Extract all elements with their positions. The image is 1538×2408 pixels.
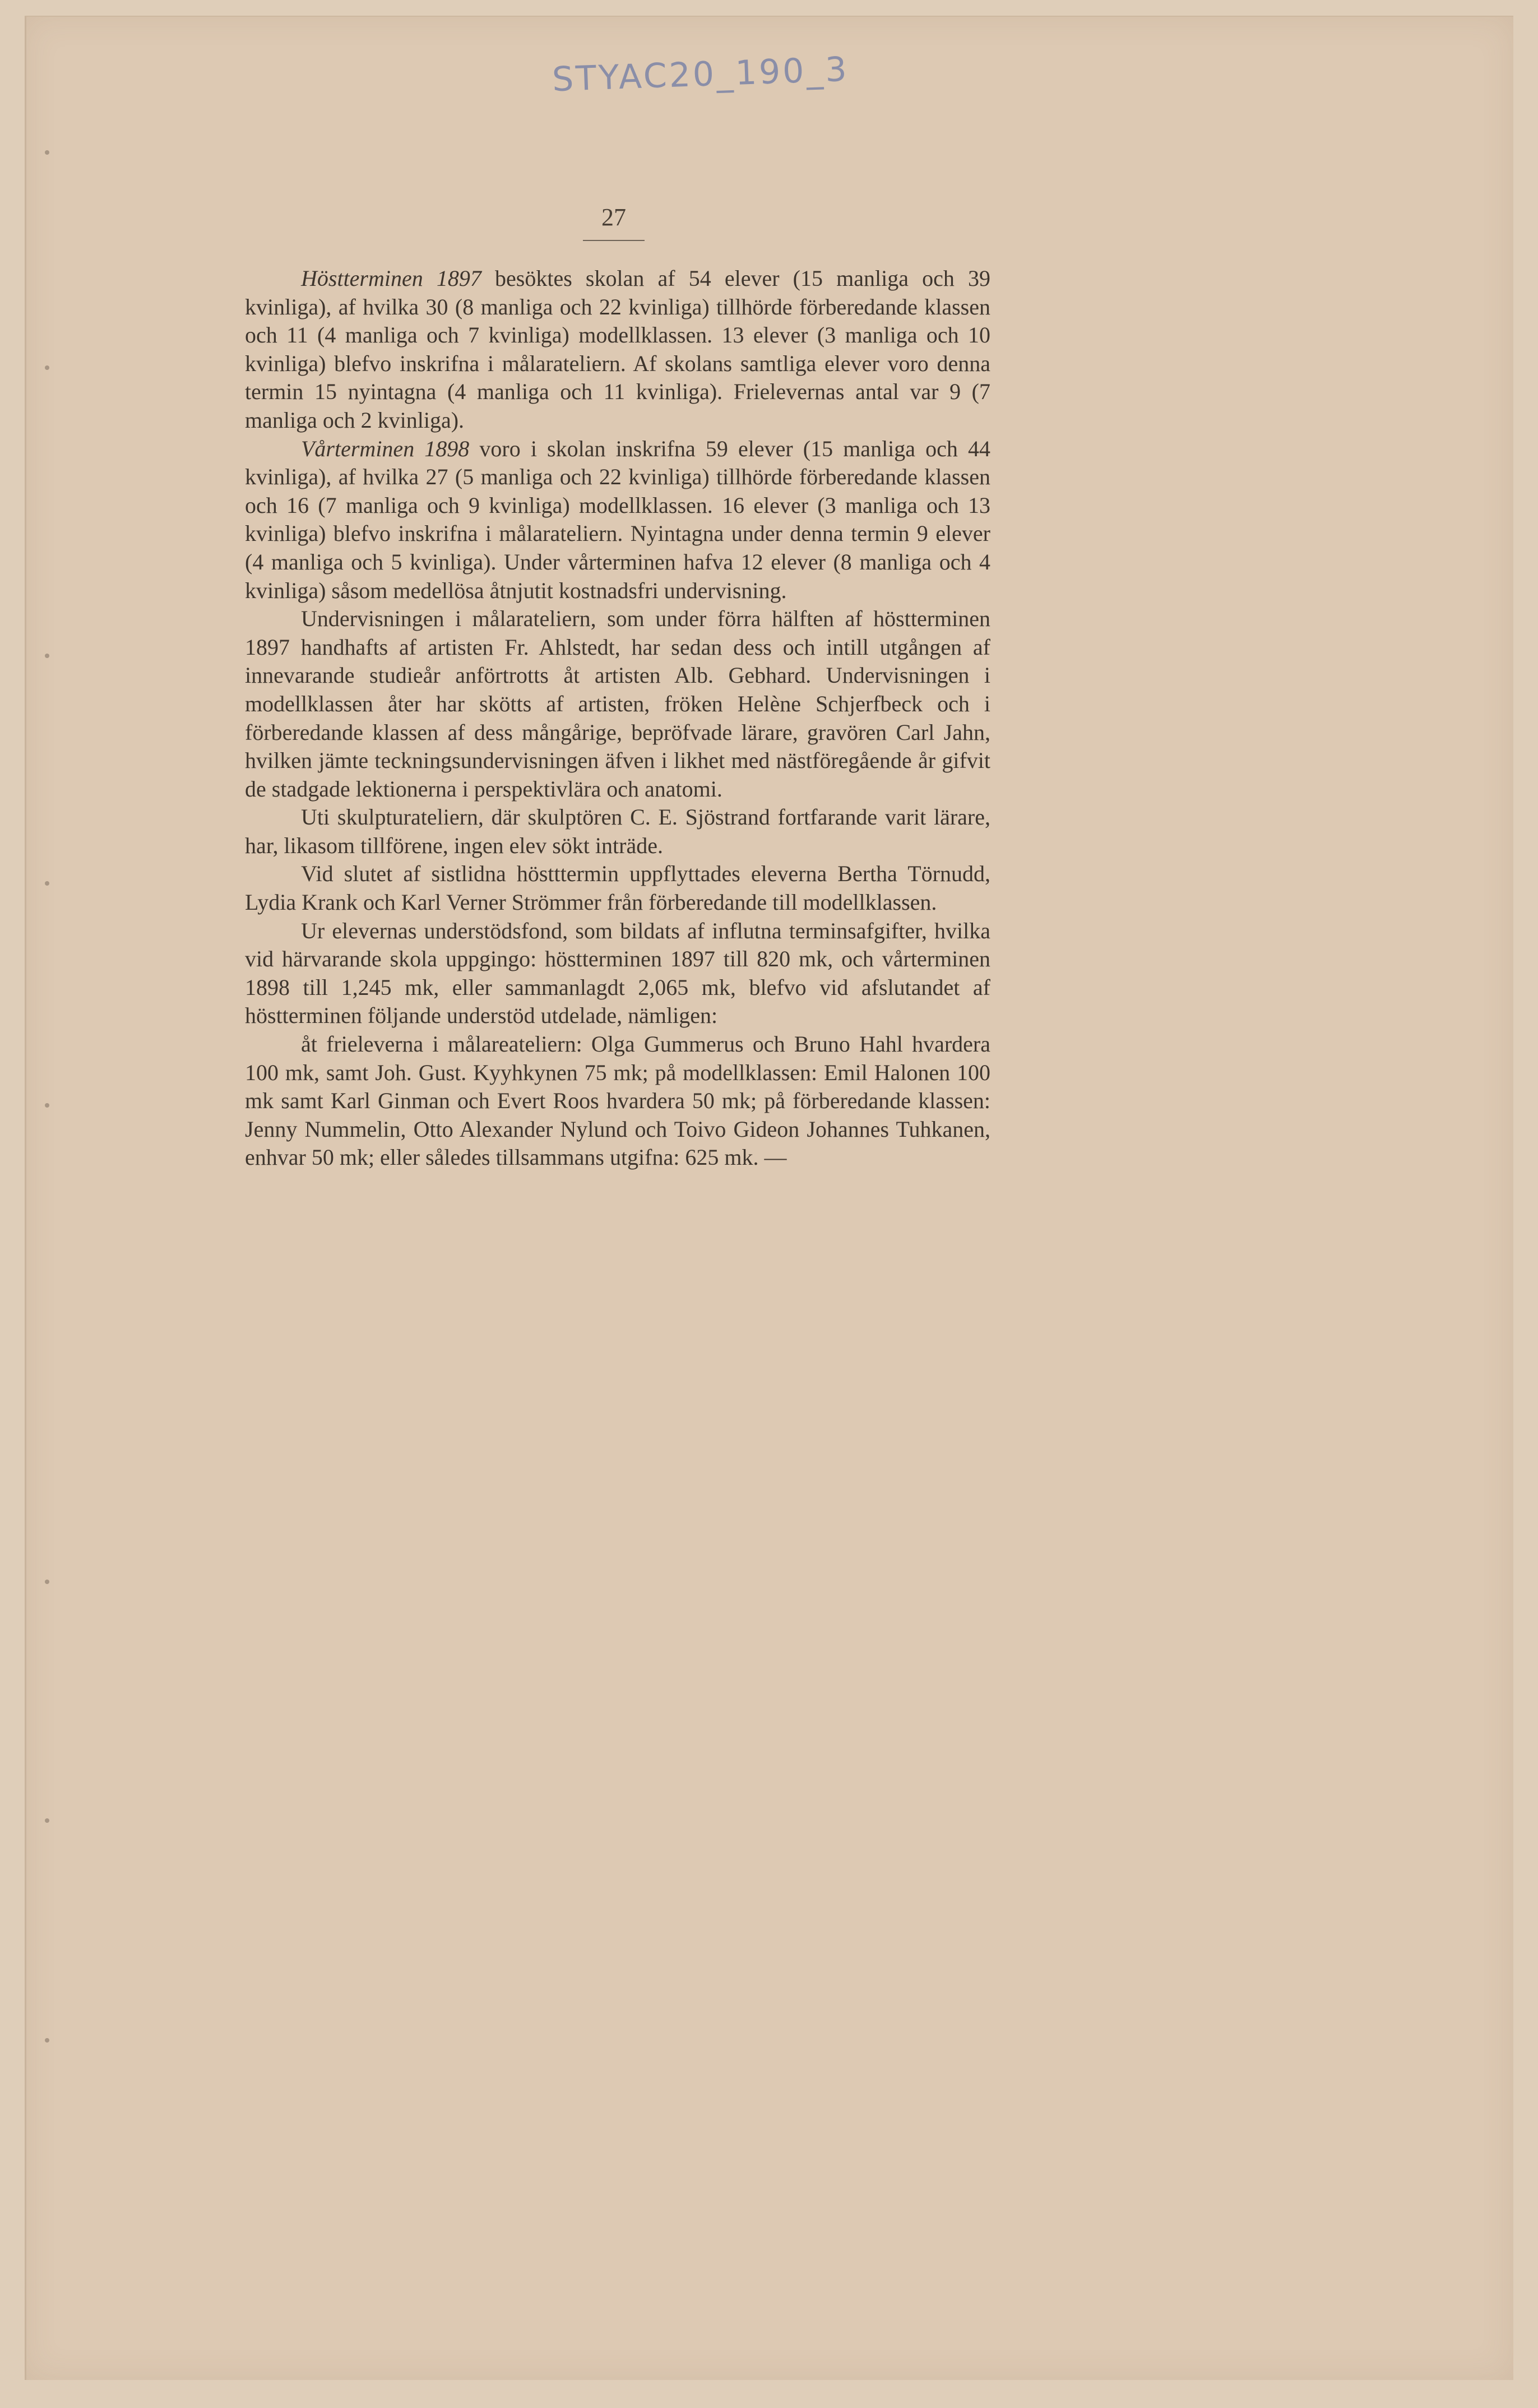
inventory-number: STYAC20_190_3	[551, 49, 850, 100]
binding-hole	[45, 150, 49, 155]
paragraph-support-fund	[245, 917, 990, 1030]
paragraph-grants	[245, 1030, 990, 1172]
binding-hole	[45, 881, 49, 886]
binding-hole	[45, 654, 49, 658]
binding-hole	[45, 365, 49, 370]
paragraph-text: besöktes skolan af 54 elever (15 manliga och 39 kvinliga), af hvilka 30 (8 manliga och 22 kvinliga) tillhörde förberedande klassen och 11 (4 manliga och 7 kvinliga) modellklassen. 13 elever (3 manliga och 10 kvinliga) blefvo inskrifna i målarateliern. Af skolans samtliga elever voro denna termin 15 nyintagna (4 manliga och 11 kvinliga). Frielevernas antal var 9 (7 manliga och 2 kvinliga).	[245, 266, 990, 433]
binding-hole	[45, 1103, 49, 1108]
binding-hole	[45, 2038, 49, 2043]
paragraph-promotions	[245, 860, 990, 916]
paragraph-sculpture	[245, 803, 990, 860]
paragraph-text: åt frieleverna i målareateliern: Olga Gummerus och Bruno Hahl hvardera 100 mk, samt Joh. Gust. Kyyhkynen 75 mk; på modellklassen: Emil Halonen 100 mk samt Karl Ginman och Evert Roos hvardera 50 mk; på förberedande klassen: Jenny Nummelin, Otto Alexander Nylund och Toivo Gideon Johannes Tuhkanen, enhvar 50 mk; eller således tillsammans utgifna: 625 mk. —	[245, 1031, 990, 1170]
paragraph-text: Vid slutet af sistlidna höstttermin uppflyttades eleverna Bertha Törnudd, Lydia Krank och Karl Verner Strömmer från förberedande till modellklassen.	[245, 861, 990, 915]
paragraph-spring-term	[245, 435, 990, 605]
paragraph-lead: Vårterminen 1898	[301, 436, 470, 461]
paragraph-text: Undervisningen i målarateliern, som under förra hälften af höstterminen 1897 handhafts af artisten Fr. Ahlstedt, har sedan dess och intill utgången af innevarande studieår anförtrotts åt artisten Alb. Gebhard. Undervisningen i modellklassen åter har skötts af artisten, fröken Helène Schjerfbeck och i förberedande klassen af dess mångårige, bepröfvade lärare, gravören Carl Jahn, hvilken jämte teckningsundervisningen äfven i likhet med nästföregående år gifvit de stadgade lektionerna i perspektivlära och anatomi.	[245, 606, 990, 802]
page-number-rule	[583, 240, 645, 241]
paragraph-autumn-term	[245, 265, 990, 435]
body-text	[245, 265, 990, 1172]
binding-hole	[45, 1818, 49, 1823]
paragraph-teaching	[245, 605, 990, 803]
page-number: 27	[601, 203, 626, 231]
paragraph-text: Uti skulpturateliern, där skulptören C. E. Sjöstrand fortfarande varit lärare, har, likasom tillförene, ingen elev sökt inträde.	[245, 804, 990, 858]
paragraph-text: voro i skolan inskrifna 59 elever (15 manliga och 44 kvinliga), af hvilka 27 (5 manliga och 22 kvinliga) tillhörde förberedande klassen och 16 (7 manliga och 9 kvinliga) modellklassen. 16 elever (3 manliga och 13 kvinliga) blefvo inskrifna i målarateliern. Nyintagna under denna termin 9 elever (4 manliga och 5 kvinliga). Under vårterminen hafva 12 elever (8 manliga och 4 kvinliga) såsom medellösa åtnjutit kostnadsfri undervisning.	[245, 436, 991, 603]
paragraph-lead: Höstterminen 1897	[301, 266, 481, 291]
paragraph-text: Ur elevernas understödsfond, som bildats af influtna terminsafgifter, hvilka vid härvarande skola uppgingo: höstterminen 1897 till 820 mk, och vårterminen 1898 till 1,245 mk, eller sammanlagdt 2,065 mk, blefvo vid afslutandet af höstterminen följande understöd utdelade, nämligen:	[245, 918, 990, 1029]
binding-hole	[45, 1580, 49, 1584]
